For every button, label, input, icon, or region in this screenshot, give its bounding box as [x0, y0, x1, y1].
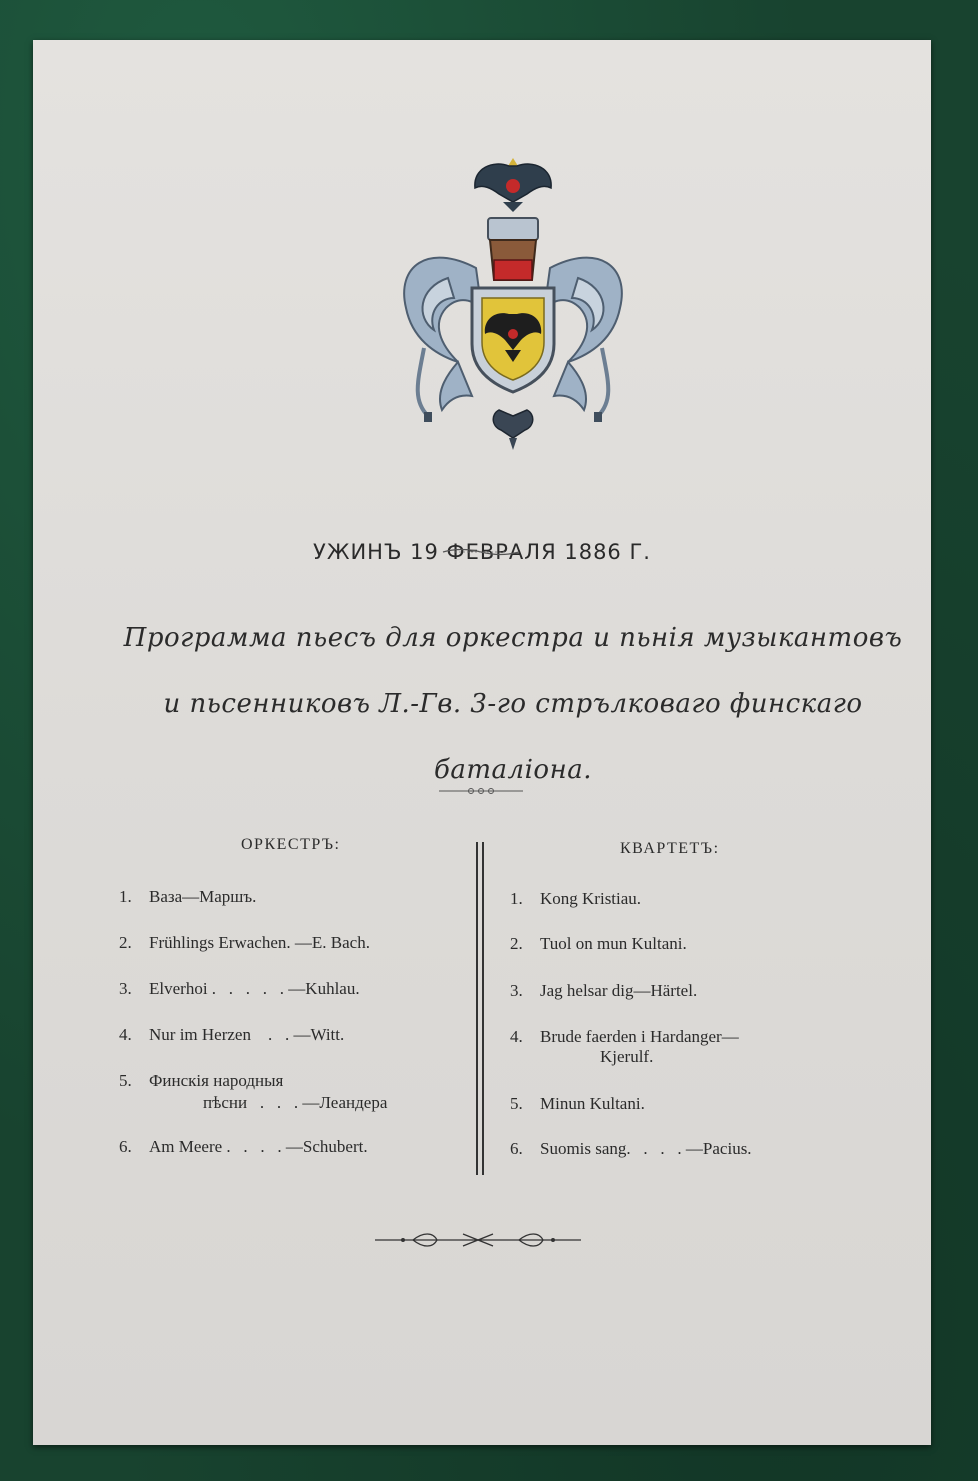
program-title	[123, 605, 903, 803]
quartet-item-2: 2. Tuol on mun Kultani.	[510, 934, 687, 953]
quartet-heading: КВАРТЕТЪ:	[620, 840, 720, 857]
program-title-line-2: и пьсенниковъ Л.-Гв. 3-го стрълковаго финскаго	[163, 689, 863, 719]
quartet-item-1: 1. Kong Kristiau.	[510, 889, 642, 908]
orchestra-item-1: 1. Ваза—Маршъ.	[119, 887, 257, 906]
coat-of-arms-crest	[388, 148, 638, 458]
bottom-ornament	[373, 1230, 583, 1250]
orchestra-item-3: 3. Elverhoi . . . . . —Kuhlau.	[119, 979, 360, 998]
small-ornament-top	[441, 546, 521, 558]
orchestra-item-5: 5. Финскія народныя	[119, 1071, 284, 1090]
quartet-item-6: 6. Suomis sang. . . . —Pacius.	[510, 1139, 752, 1158]
quartet-item-5: 5. Minun Kultani.	[510, 1094, 645, 1113]
dinner-date-heading: УЖИНЪ 19 ФЕВРАЛЯ 1886 Г.	[313, 540, 651, 564]
column-divider	[476, 842, 484, 1175]
small-ornament-middle	[437, 785, 525, 797]
orchestra-item-2: 2. Frühlings Erwachen. —E. Bach.	[119, 933, 370, 952]
quartet-item-3: 3. Jag helsar dig—Härtel.	[510, 981, 698, 1000]
orchestra-item-5-continued: пѣсни . . . —Леандера	[203, 1093, 388, 1112]
quartet-item-4-continued: Kjerulf.	[600, 1047, 654, 1066]
quartet-item-4: 4. Brude faerden i Hardanger—	[510, 1027, 739, 1046]
menu-card	[33, 40, 931, 1445]
orchestra-item-4: 4. Nur im Herzen . . —Witt.	[119, 1025, 345, 1044]
orchestra-heading: ОРКЕСТРЪ:	[241, 836, 341, 853]
program-title-line-1: Программа пьесъ для оркестра и пьнія музыкантовъ	[123, 623, 903, 653]
program-title-line-3: баталіона.	[434, 755, 592, 785]
orchestra-item-6: 6. Am Meere . . . . —Schubert.	[119, 1137, 368, 1156]
